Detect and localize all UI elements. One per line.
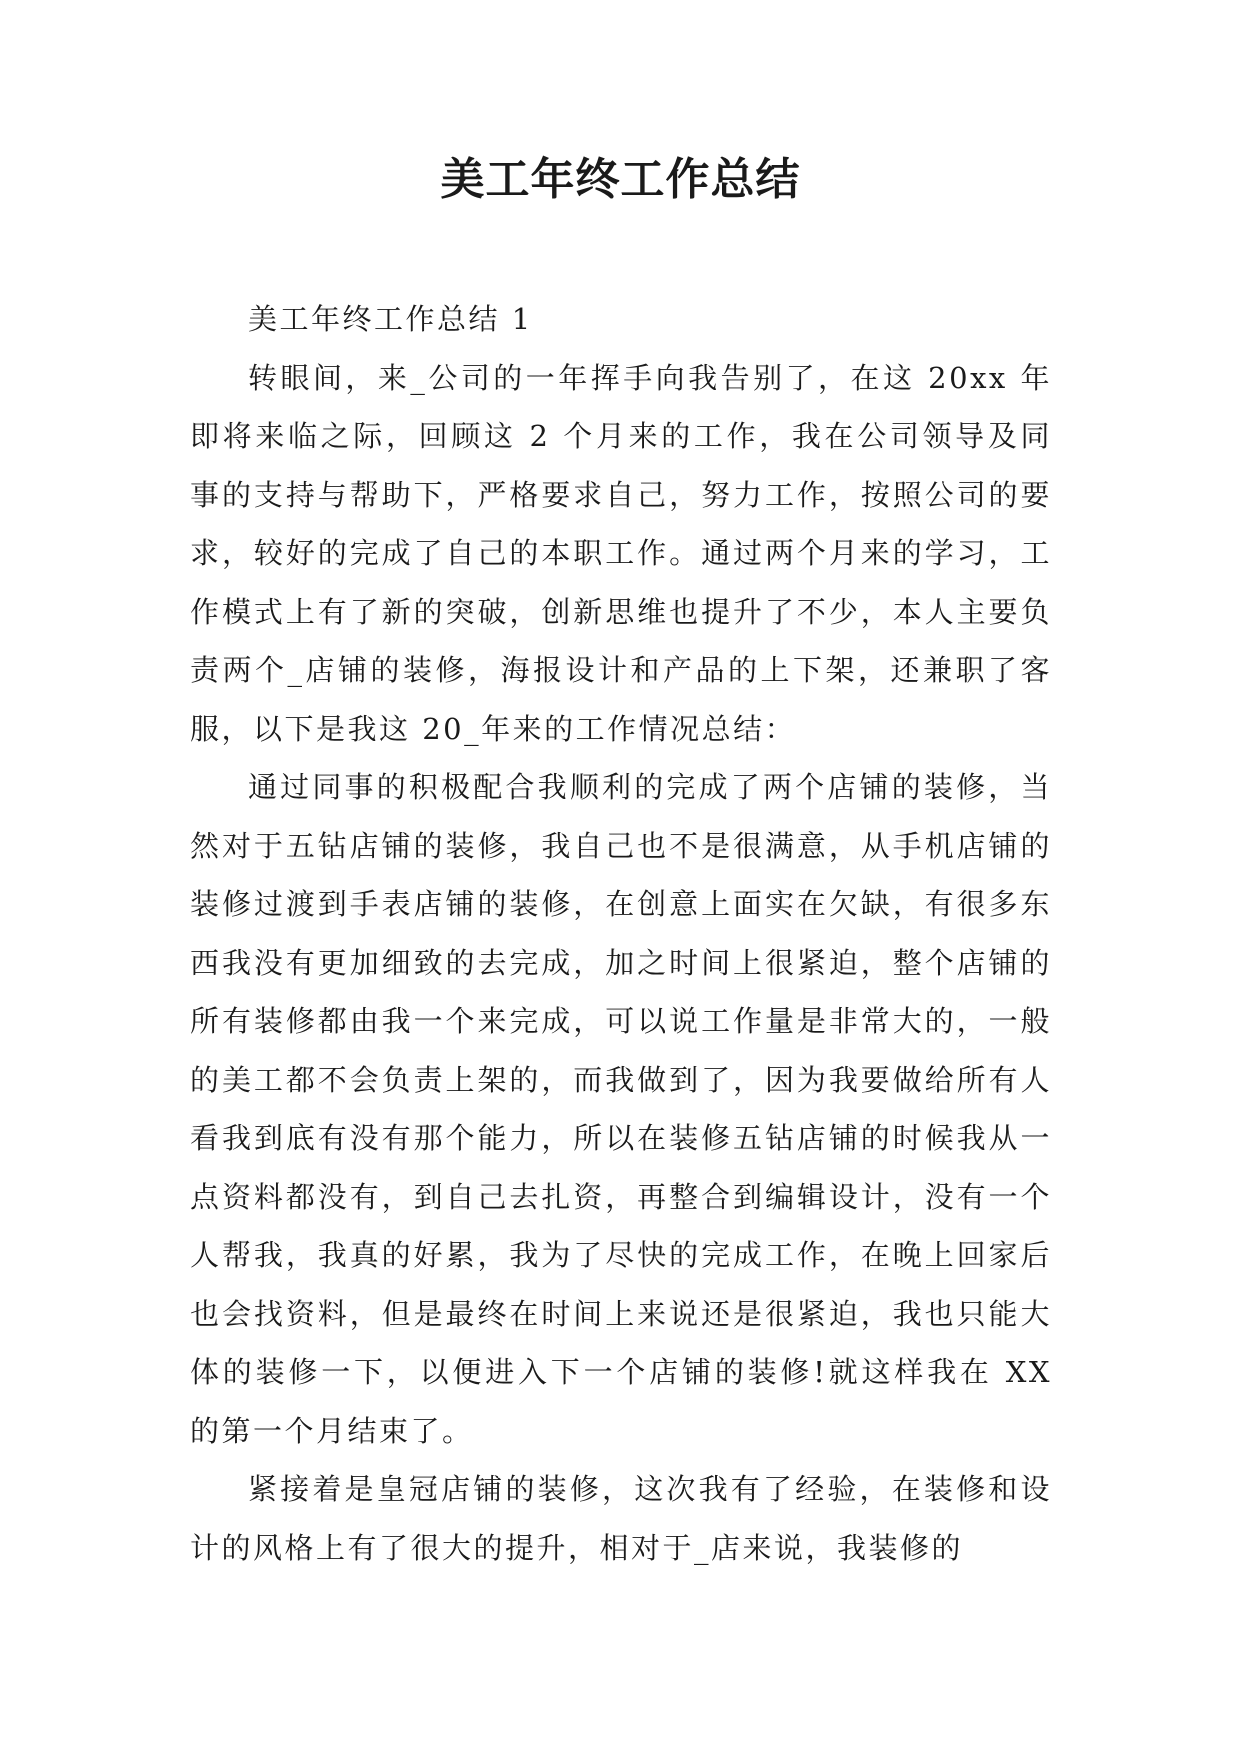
document-body [190,290,1052,1577]
section-heading: 美工年终工作总结 1 [248,302,533,336]
paragraph-3: 紧接着是皇冠店铺的装修，这次我有了经验，在装修和设计的风格上有了很大的提升，相对于_店来说，我装修的 [190,1472,1052,1565]
paragraph-1: 转眼间，来_公司的一年挥手向我告别了，在这 20xx 年即将来临之际，回顾这 2 个月来的工作，我在公司领导及同事的支持与帮助下，严格要求自己，努力工作，按照公司的要求，较好的完成了自己的本职工作。通过两个月来的学习，工作模式上有了新的突破，创新思维也提升了不少，本人主要负责两个_店铺的装修，海报设计和产品的上下架，还兼职了客服，以下是我这 20_年来的工作情况总结： [190,360,1052,746]
paragraph-2: 通过同事的积极配合我顺利的完成了两个店铺的装修，当然对于五钻店铺的装修，我自己也不是很满意，从手机店铺的装修过渡到手表店铺的装修，在创意上面实在欠缺，有很多东西我没有更加细致的去完成，加之时间上很紧迫，整个店铺的所有装修都由我一个来完成，可以说工作量是非常大的，一般的美工都不会负责上架的，而我做到了，因为我要做给所有人看我到底有没有那个能力，所以在装修五钻店铺的时候我从一点资料都没有，到自己去扎资，再整合到编辑设计，没有一个人帮我，我真的好累，我为了尽快的完成工作，在晚上回家后也会找资料，但是最终在时间上来说还是很紧迫，我也只能大体的装修一下，以便进入下一个店铺的装修!就这样我在 XX 的第一个月结束了。 [190,770,1052,1448]
document-title: 美工年终工作总结 [440,154,801,205]
